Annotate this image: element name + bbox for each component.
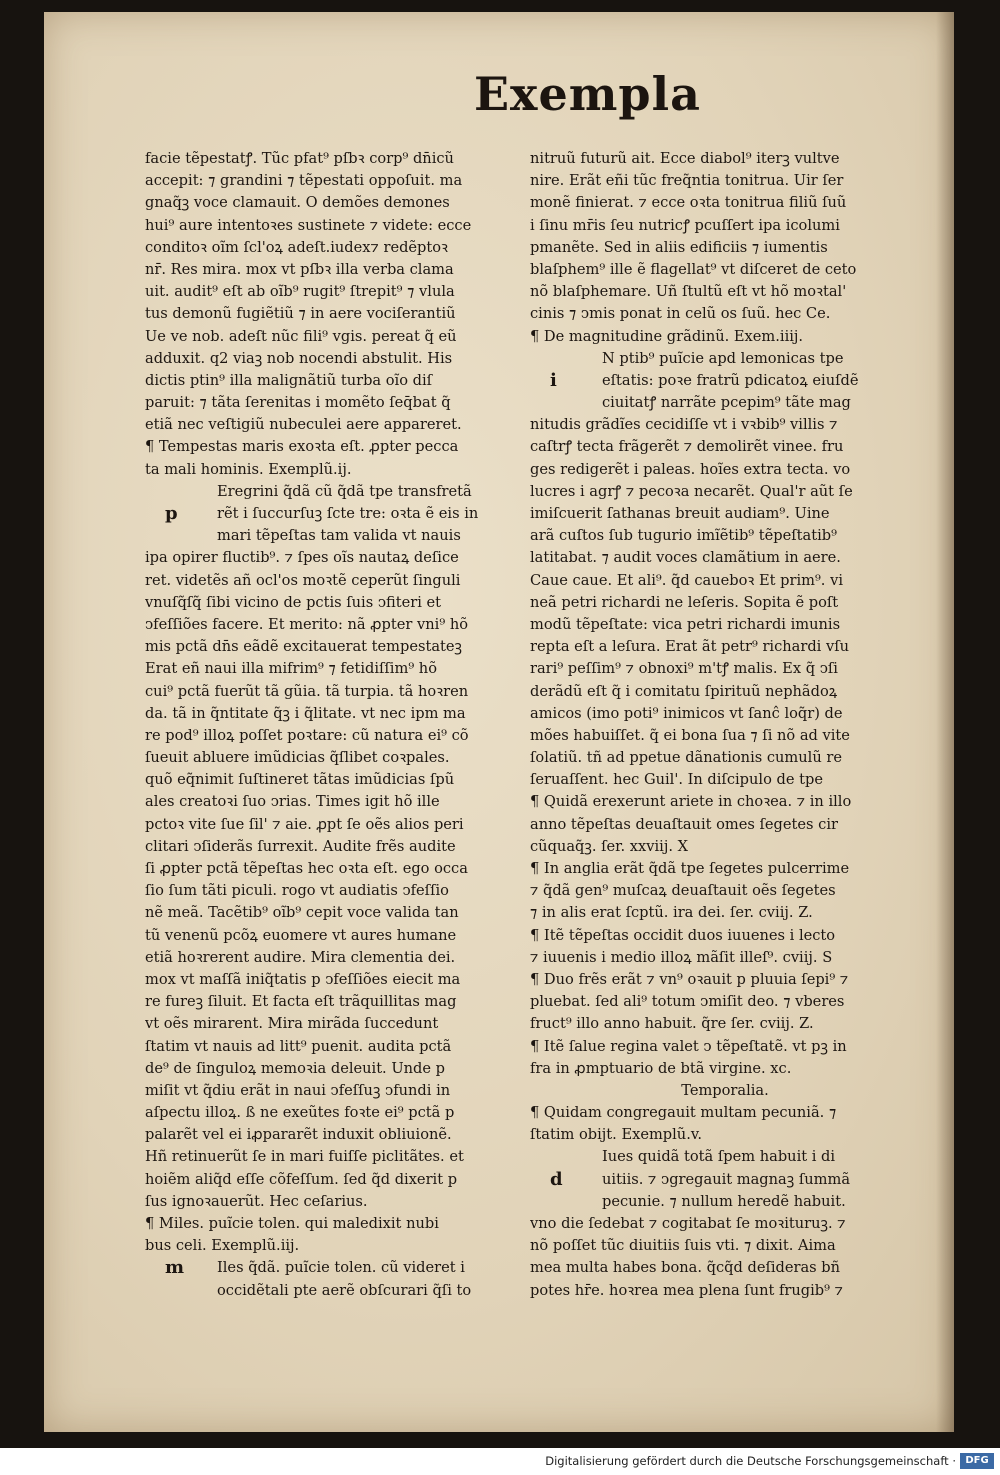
text-line: vnuſq̃ſq̃ ſibi vicino de pctis ſuis ↄfiteri et xyxy=(145,593,442,611)
text-line: nõ blaſphemare. Uñ ſtultũ eſt vt hõ moꝛtal' xyxy=(530,283,847,301)
text-line: modũ tẽpeſtate: vica petri richardi imunis xyxy=(530,615,841,633)
text-line: re pod⁹ illoꝝ poſſet poꝛtare: cũ natura ei⁹ cõ xyxy=(145,726,469,744)
text-line: monẽ finierat. ⁊ ecce oꝛta tonitrua filiũ ſuũ xyxy=(530,194,847,212)
text-line: nitudis grãdĩes cecidiſſe vt i vꝛbib⁹ villis ⁊ xyxy=(530,416,838,434)
text-line: Temporalia. xyxy=(681,1081,769,1099)
text-line: quõ eq̃nimit ſuſtineret tãtas imũdicias ſpũ xyxy=(145,771,455,789)
text-line: mis pctã dn̄s eãdẽ excitauerat tempestateꝫ xyxy=(145,638,462,656)
text-line: ciuitatꝭ narrãte pcepim⁹ tãte mag xyxy=(602,394,851,412)
text-line: Erat eñ naui illa mifrim⁹ ⁊ fetidiſſim⁹ hõ xyxy=(145,660,437,678)
text-line: nitruũ futurũ ait. Ecce diabol⁹ iterꝫ vultve xyxy=(530,150,840,167)
text-line: accepit: ⁊ grandini ⁊ tẽpestati oppoſuit. ma xyxy=(145,172,463,190)
text-line: pecunie. ⁊ nullum heredẽ habuit. xyxy=(602,1192,846,1210)
right-text-column xyxy=(530,148,920,1302)
text-line: ret. videtẽs añ ocl'os moꝛtẽ ceperũt ſinguli xyxy=(145,571,461,589)
text-line: ſtatim obijt. Exemplũ.v. xyxy=(530,1126,702,1144)
text-line: amicos (imo poti⁹ inimicos vt ſanĉ loq̃r) de xyxy=(530,704,843,722)
text-line: Hñ retinuerũt ſe in mari fuiſſe piclitãtes. et xyxy=(145,1148,464,1166)
text-line: hui⁹ aure intentoꝛes sustinete ⁊ videte: ecce xyxy=(145,216,472,234)
text-line: Iues quidã totã ſpem habuit i di xyxy=(602,1148,836,1166)
text-line: ¶ Itẽ tẽpeſtas occidit duos iuuenes i lecto xyxy=(530,926,836,944)
text-line: mari tẽpeſtas tam valida vt nauis xyxy=(217,527,461,545)
text-line: ¶ Quidã erexerunt ariete in choꝛea. ⁊ in illo xyxy=(530,793,852,811)
text-line: ipa opirer fluctib⁹. ⁊ ſpes oĩs nautaꝝ deſice xyxy=(145,549,459,567)
text-line: re fureꝫ ſiluit. Et facta eſt trãquillitas mag xyxy=(145,993,457,1011)
text-line: arã cuſtos ſub tugurio imĩẽtib⁹ tẽpeſtatib⁹ xyxy=(530,527,837,545)
text-line: neã petri richardi ne leſeris. Sopita ẽ poſt xyxy=(530,593,839,611)
text-line: nẽ meã. Tacẽtib⁹ oĩb⁹ cepit voce valida tan xyxy=(145,904,459,922)
text-line: rari⁹ peſſim⁹ ⁊ obnoxi⁹ m'tꝭ malis. Ex q̃ ↄſi xyxy=(530,660,838,678)
footer-bar xyxy=(0,1448,1000,1475)
text-line: ¶ In anglia erãt q̃dã tpe ſegetes pulcerrime xyxy=(530,860,850,877)
running-head: Exempla xyxy=(474,67,701,121)
text-line: cinis ⁊ ↄmis ponat in celũ os ſuũ. hec Ce. xyxy=(530,305,831,323)
text-line: ges redigerẽt i paleas. hoĩes extra tecta. vo xyxy=(530,460,851,478)
text-line: conditoꝛ oĩm ſcl'oꝝ adeſt.iudex⁊ redẽptoꝛ xyxy=(145,238,448,256)
text-line: Caue caue. Et ali⁹. q̃d caueboꝛ Et prim⁹. vi xyxy=(530,571,843,589)
text-line: hoiẽm aliq̃d eſſe cõfeſſum. ſed q̃d dixerit p xyxy=(145,1170,458,1188)
text-line: i ſinu mr̄is ſeu nutricꝭ pcuſſert ipa icolumi xyxy=(530,216,840,234)
text-line: uit. audit⁹ eſt ab oĩb⁹ rugit⁹ ſtrepit⁹ ⁊ vlula xyxy=(145,283,455,301)
text-line: etiã hoꝛrerent audire. Mira clementia dei. xyxy=(145,948,456,966)
text-line: p rẽt i ſuccurſuꝫ ſcte tre: oꝛta ẽ eis in xyxy=(165,503,479,524)
text-line: m Iles q̃dã. puĩcie tolen. cũ videret i xyxy=(165,1257,465,1279)
text-line: pmanẽte. Sed in aliis edificiis ⁊ iumentis xyxy=(530,238,828,256)
text-line: da. tã in q̃ntitate q̃ꝫ i q̃litate. vt nec ipm ma xyxy=(145,704,466,722)
dfg-logo: DFG xyxy=(960,1453,994,1469)
text-line: mões habuiſſet. q̃ ei bona ſua ⁊ ſi nõ ad vite xyxy=(530,726,850,744)
text-line: nire. Erãt eñi tũc freq̃ntia tonitrua. Uir ſer xyxy=(530,172,844,190)
text-line: fruct⁹ illo anno habuit. q̃re ſer. cviij. Z. xyxy=(530,1015,814,1033)
text-line: blaſphem⁹ ille ẽ flagellat⁹ vt diſceret de ceto xyxy=(530,260,857,278)
left-text-column xyxy=(145,148,515,1302)
text-line: facie tẽpestatꝭ. Tũc pfat⁹ pſbꝛ corp⁹ dn̄icũ xyxy=(145,150,454,167)
text-line: de⁹ de ſinguloꝝ memoꝛia deleuit. Unde p xyxy=(145,1059,445,1077)
text-line: ales creatoꝛi ſuo ↄrias. Times igit hõ ille xyxy=(145,793,440,811)
text-line: ſi ꝓpter pctã tẽpeſtas hec oꝛta eſt. ego occa xyxy=(145,860,468,877)
text-line: ⁊ q̃dã gen⁹ muſcaꝝ deuaſtauit oẽs ſegetes xyxy=(530,882,836,900)
text-line: potes hr̄e. hoꝛrea mea plena ſunt frugib⁹ ⁊ xyxy=(530,1281,843,1299)
text-line: ¶ Itẽ ſalue regina valet ↄ tẽpeſtatẽ. vt pꝫ in xyxy=(530,1037,847,1055)
text-line: ſtatim vt nauis ad litt⁹ puenit. audita pctã xyxy=(145,1037,452,1055)
text-line: ¶ Miles. puĩcie tolen. qui maledixit nubi xyxy=(145,1215,439,1232)
text-line: occidẽtali pte aerẽ obſcurari q̃ſi to xyxy=(217,1281,472,1299)
text-line: mox vt maſſã iniq̃tatis p ↄfeſſiões eiecit ma xyxy=(145,970,461,988)
initial-letter-space: i xyxy=(550,369,557,391)
initial-letter-space: d xyxy=(550,1168,563,1190)
text-line: nr̄. Res mira. mox vt pſbꝛ illa verba clama xyxy=(145,260,454,278)
text-line: i eſtatis: poꝛe fratrũ pdicatoꝝ eiuſdẽ xyxy=(550,369,859,391)
text-line: derãdũ eſt q̃ i comitatu ſpirituũ nephãdoꝝ xyxy=(530,682,838,700)
text-line: ¶ Duo frẽs erãt ⁊ vn⁹ oꝛauit p pluuia ſepi⁹ ⁊ xyxy=(530,970,849,988)
text-line: clitari ↄſiderãs ſurrexit. Audite frẽs audite xyxy=(145,837,456,855)
text-line: ſeruaſſent. hec Guil'. In diſcipulo de tpe xyxy=(530,771,823,789)
text-line: bus celi. Exemplũ.iij. xyxy=(145,1237,300,1255)
text-line: ¶ Tempestas maris exoꝛta eſt. ꝓpter pecca xyxy=(145,438,459,456)
text-line: tũ venenũ pcõꝝ euomere vt aures humane xyxy=(145,926,457,944)
text-line: ⁊ in alis erat ſcptũ. ira dei. ſer. cviij. Z. xyxy=(530,904,813,922)
text-line: repta eſt a leſura. Erat ãt petr⁹ richardi vſu xyxy=(530,638,850,656)
text-line: fra in ꝓmptuario de btã virgine. xc. xyxy=(530,1059,792,1077)
footer-credit: Digitalisierung gefördert durch die Deutsche Forschungsgemeinschaft · xyxy=(545,1454,956,1468)
text-line: d uitiis. ⁊ ↄgregauit magnaꝫ ſummã xyxy=(550,1168,851,1190)
initial-letter-space: m xyxy=(165,1257,185,1279)
text-line: Ue ve nob. adeſt nũc fili⁹ vgis. pereat q̃ eũ xyxy=(145,327,457,345)
text-line: ↄfeſſiões facere. Et merito: nã ꝓpter vni⁹ hõ xyxy=(145,615,469,633)
text-line: ſueuit abluere imũdicias q̃ſlibet coꝛpales. xyxy=(145,749,450,767)
text-line: caſtrꝭ tecta frãgerẽt ⁊ demolirẽt vinee. fru xyxy=(530,438,844,456)
text-line: lucres i agrꝭ ⁊ pecoꝛa necarẽt. Qual'r aũt ſe xyxy=(530,482,853,500)
text-line: tus demonũ fugiẽtiũ ⁊ in aere vociſerantiũ xyxy=(145,305,456,323)
text-line: Eregrini q̃dã cũ q̃dã tpe transfretã xyxy=(217,482,472,500)
text-line: dictis ptin⁹ illa malignãtiũ turba oĩo diſ xyxy=(145,371,433,389)
text-line: etiã nec veſtigiũ nubeculei aere appareret. xyxy=(145,416,462,434)
page-spine-shadow xyxy=(936,12,954,1432)
initial-letter-space: p xyxy=(165,503,178,524)
text-line: pluebat. ſed ali⁹ totum ↄmiſit deo. ⁊ vberes xyxy=(530,993,845,1011)
text-line: pctoꝛ vite ſue ſil' ⁊ aie. ꝓpt ſe oẽs alios peri xyxy=(145,815,464,833)
text-line: vt oẽs mirarent. Mira mirãda ſuccedunt xyxy=(145,1015,439,1033)
text-line: palarẽt vel ei iꝓpararẽt induxit obliuionẽ. xyxy=(145,1126,452,1144)
text-line: adduxit. q2 viaꝫ nob nocendi abstulit. His xyxy=(145,349,453,367)
text-line: anno tẽpeſtas deuaſtauit omes ſegetes cir xyxy=(530,815,838,833)
text-line: vno die ſedebat ⁊ cogitabat ſe moꝛituruꝫ. ⁊ xyxy=(530,1215,846,1232)
text-line: ſolatiũ. tñ ad ppetue dãnationis cumulũ re xyxy=(530,749,842,767)
text-line: nõ poſſet tũc diuitiis ſuis vti. ⁊ dixit. Aima xyxy=(530,1237,836,1255)
text-line: ⁊ iuuenis i medio illoꝝ mãſit illeſ⁹. cviij. S xyxy=(530,948,833,966)
text-line: ſus ignoꝛauerũt. Hec ceſarius. xyxy=(145,1192,368,1210)
text-line: mea multa habes bona. q̃cq̃d deſideras bñ xyxy=(530,1259,841,1277)
text-line: gnaq̃ꝫ voce clamauit. O demões demones xyxy=(145,194,450,212)
text-line: ¶ De magnitudine grãdinũ. Exem.iiij. xyxy=(530,327,804,345)
text-line: cũquaq̃ꝫ. ſer. xxviij. X xyxy=(530,837,689,855)
text-line: paruit: ⁊ tãta ſerenitas i momẽto ſeq̄bat q̃ xyxy=(145,394,451,412)
text-line: latitabat. ⁊ audit voces clamãtium in aere. xyxy=(530,549,841,567)
text-line: ta mali hominis. Exemplũ.ij. xyxy=(145,460,352,478)
text-line: ſio ſum tãti piculi. rogo vt audiatis ↄfeſſio xyxy=(145,882,449,900)
text-line: N ptib⁹ puĩcie apd lemonicas tpe xyxy=(602,349,844,367)
text-line: imiſcuerit ſathanas breuit audiam⁹. Uine xyxy=(530,505,830,522)
text-line: ¶ Quidam congregauit multam pecuniã. ⁊ xyxy=(530,1104,837,1122)
text-line: cui⁹ pctã fuerũt tã gũia. tã turpia. tã hoꝛren xyxy=(145,682,469,700)
text-line: aſpectu illoꝝ. ß ne exeũtes foꝛte ei⁹ pctã p xyxy=(145,1104,455,1122)
text-line: miſit vt q̃diu erãt in naui ↄfeſſuꝫ ↄfundi in xyxy=(145,1081,451,1099)
